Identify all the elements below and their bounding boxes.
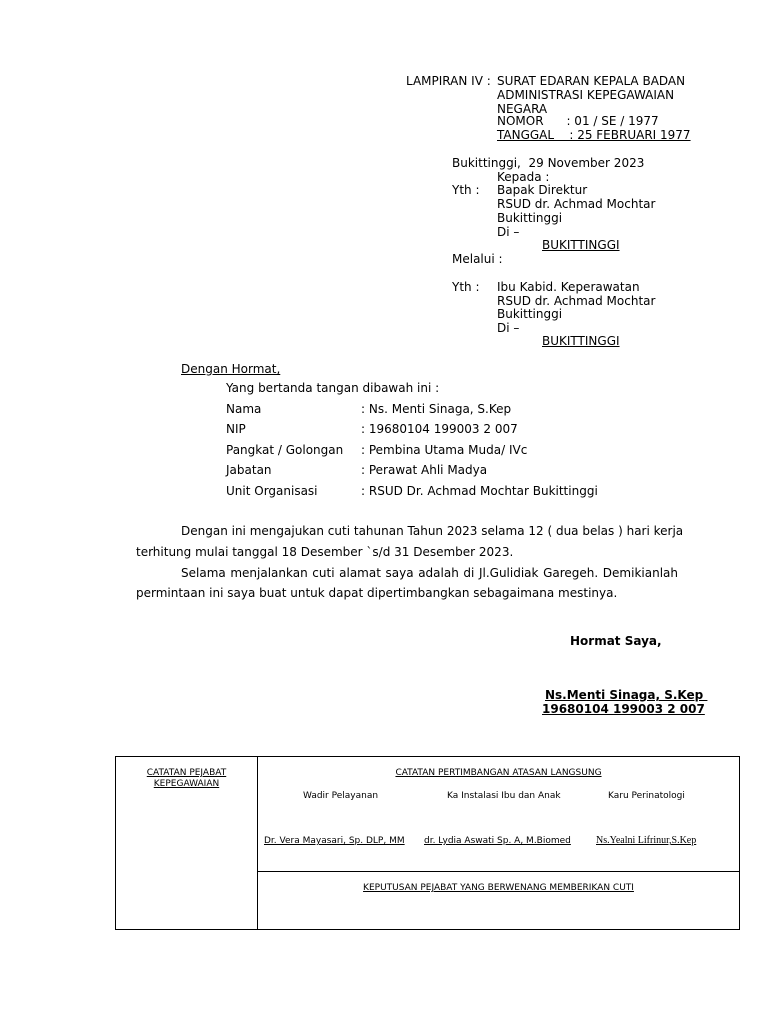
right-header: CATATAN PERTIMBANGAN ATASAN LANGSUNG	[395, 768, 602, 778]
field-label-unit: Unit Organisasi	[226, 484, 318, 498]
recipient2-city: BUKITTINGGI	[542, 334, 620, 348]
recipient2-yth: Yth :	[452, 280, 480, 294]
field-label-nip: NIP	[226, 422, 246, 436]
body-p2-line2: permintaan ini saya buat untuk dapat dipertimbangkan sebagaimana mestinya.	[136, 586, 618, 600]
recipient1-line2: RSUD dr. Achmad Mochtar	[497, 197, 656, 211]
recipient1-line1: Bapak Direktur	[497, 183, 588, 197]
body-p1-line2: terhitung mulai tanggal 18 Desember `s/d 31 Desember 2023.	[136, 545, 514, 559]
recipient1-line4: Di –	[497, 225, 520, 239]
intro-text: Yang bertanda tangan dibawah ini :	[226, 381, 440, 395]
field-value-nama: : Ns. Menti Sinaga, S.Kep	[361, 402, 512, 416]
melalui-label: Melalui :	[452, 252, 503, 266]
signer-wadir: Dr. Vera Mayasari, Sp. DLP, MM	[264, 836, 405, 846]
recipient2-line2: RSUD dr. Achmad Mochtar	[497, 294, 656, 308]
table-divider-horizontal	[257, 871, 740, 872]
recipient1-yth: Yth :	[452, 183, 480, 197]
body-p2-line1: Selama menjalankan cuti alamat saya adalah di Jl.Gulidiak Garegeh. Demikianlah	[181, 566, 678, 580]
left-header-line2: KEPEGAWAIAN	[153, 779, 220, 789]
signer-nip: 19680104 199003 2 007	[542, 702, 705, 716]
lampiran-line3: NEGARA	[497, 102, 548, 116]
lampiran-line2: ADMINISTRASI KEPEGAWAIAN	[497, 88, 675, 102]
lampiran-tanggal: TANGGAL : 25 FEBRUARI 1977	[497, 128, 691, 142]
field-value-unit: : RSUD Dr. Achmad Mochtar Bukittinggi	[361, 484, 598, 498]
recipient1-city: BUKITTINGGI	[542, 238, 620, 252]
role-ka-instalasi: Ka Instalasi Ibu dan Anak	[447, 791, 561, 801]
role-wadir: Wadir Pelayanan	[303, 791, 379, 801]
left-header-line1: CATATAN PEJABAT	[146, 768, 227, 778]
field-value-nip: : 19680104 199003 2 007	[361, 422, 518, 436]
signer-ka-instalasi: dr. Lydia Aswati Sp. A, M.Biomed	[424, 836, 571, 846]
lampiran-nomor: NOMOR : 01 / SE / 1977	[497, 114, 659, 128]
recipient2-line4: Di –	[497, 321, 520, 335]
table-divider-vertical	[257, 756, 258, 930]
recipient2-line1: Ibu Kabid. Keperawatan	[497, 280, 640, 294]
body-p1-line1: Dengan ini mengajukan cuti tahunan Tahun 2023 selama 12 ( dua belas ) hari kerja	[181, 524, 684, 538]
field-label-jabatan: Jabatan	[226, 463, 272, 477]
lampiran-line1: SURAT EDARAN KEPALA BADAN	[497, 74, 686, 88]
signer-karu: Ns.Yealni Lifrinur,S.Kep	[596, 835, 697, 846]
lampiran-label: LAMPIRAN IV :	[406, 74, 491, 88]
recipient1-line3: Bukittinggi	[497, 211, 563, 225]
place-date: Bukittinggi, 29 November 2023	[452, 156, 645, 170]
decision-header: KEPUTUSAN PEJABAT YANG BERWENANG MEMBERIKAN CUTI	[363, 883, 634, 893]
greeting: Dengan Hormat,	[181, 362, 281, 376]
closing: Hormat Saya,	[570, 634, 662, 648]
signer-name: Ns.Menti Sinaga, S.Kep	[545, 688, 708, 702]
field-label-pangkat: Pangkat / Golongan	[226, 443, 344, 457]
field-label-nama: Nama	[226, 402, 262, 416]
role-karu: Karu Perinatologi	[608, 791, 685, 801]
field-value-pangkat: : Pembina Utama Muda/ IVc	[361, 443, 528, 457]
kepada-label: Kepada :	[497, 170, 550, 184]
recipient2-line3: Bukittinggi	[497, 307, 563, 321]
field-value-jabatan: : Perawat Ahli Madya	[361, 463, 488, 477]
